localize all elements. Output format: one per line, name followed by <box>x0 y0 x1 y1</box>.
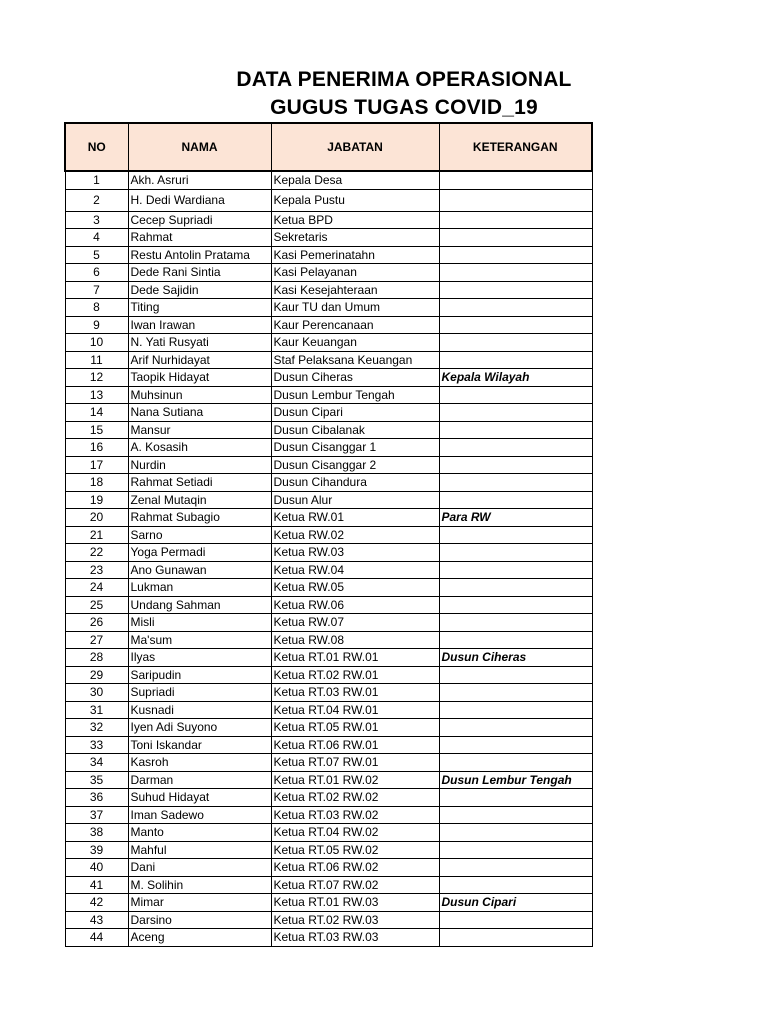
cell-jabatan: Staf Pelaksana Keuangan <box>271 351 439 369</box>
cell-no: 4 <box>65 229 128 247</box>
cell-no: 9 <box>65 316 128 334</box>
cell-nama: Undang Sahman <box>128 596 271 614</box>
cell-no: 40 <box>65 859 128 877</box>
cell-nama: Rahmat <box>128 229 271 247</box>
cell-no: 36 <box>65 789 128 807</box>
cell-nama: Nurdin <box>128 456 271 474</box>
cell-jabatan: Kaur TU dan Umum <box>271 299 439 317</box>
cell-keterangan <box>439 789 592 807</box>
header-keterangan: KETERANGAN <box>439 123 592 171</box>
cell-jabatan: Kasi Pemerinatahn <box>271 246 439 264</box>
cell-keterangan <box>439 876 592 894</box>
cell-nama: A. Kosasih <box>128 439 271 457</box>
cell-nama: Iwan Irawan <box>128 316 271 334</box>
cell-no: 41 <box>65 876 128 894</box>
cell-nama: Ilyas <box>128 649 271 667</box>
table-row <box>65 701 592 719</box>
cell-no: 42 <box>65 894 128 912</box>
cell-jabatan: Ketua RW.03 <box>271 544 439 562</box>
cell-jabatan: Ketua RW.04 <box>271 561 439 579</box>
cell-keterangan <box>439 386 592 404</box>
cell-keterangan <box>439 701 592 719</box>
cell-no: 44 <box>65 929 128 947</box>
cell-nama: Ma'sum <box>128 631 271 649</box>
cell-keterangan <box>439 526 592 544</box>
cell-keterangan <box>439 281 592 299</box>
recipient-table <box>64 122 593 947</box>
cell-no: 17 <box>65 456 128 474</box>
cell-keterangan <box>439 544 592 562</box>
table-row <box>65 859 592 877</box>
cell-no: 11 <box>65 351 128 369</box>
table-row <box>65 929 592 947</box>
cell-no: 29 <box>65 666 128 684</box>
cell-jabatan: Ketua RT.02 RW.01 <box>271 666 439 684</box>
cell-keterangan <box>439 806 592 824</box>
cell-no: 34 <box>65 754 128 772</box>
cell-keterangan <box>439 334 592 352</box>
cell-no: 20 <box>65 509 128 527</box>
cell-keterangan <box>439 421 592 439</box>
table-row <box>65 579 592 597</box>
cell-no: 3 <box>65 211 128 229</box>
cell-jabatan: Kepala Pustu <box>271 189 439 211</box>
cell-no: 18 <box>65 474 128 492</box>
cell-no: 28 <box>65 649 128 667</box>
table-row <box>65 439 592 457</box>
cell-no: 23 <box>65 561 128 579</box>
cell-no: 10 <box>65 334 128 352</box>
table-row <box>65 754 592 772</box>
cell-jabatan: Dusun Ciheras <box>271 369 439 387</box>
cell-nama: Mimar <box>128 894 271 912</box>
table-row <box>65 369 592 387</box>
cell-jabatan: Ketua RW.07 <box>271 614 439 632</box>
cell-nama: Dede Sajidin <box>128 281 271 299</box>
cell-jabatan: Ketua RT.04 RW.02 <box>271 824 439 842</box>
table-row <box>65 911 592 929</box>
table-row <box>65 491 592 509</box>
header-nama: NAMA <box>128 123 271 171</box>
cell-jabatan: Ketua RW.08 <box>271 631 439 649</box>
cell-keterangan <box>439 561 592 579</box>
cell-keterangan <box>439 596 592 614</box>
cell-nama: Mahful <box>128 841 271 859</box>
cell-no: 1 <box>65 171 128 189</box>
cell-nama: Arif Nurhidayat <box>128 351 271 369</box>
cell-jabatan: Ketua RT.06 RW.02 <box>271 859 439 877</box>
table-row <box>65 771 592 789</box>
table-row <box>65 631 592 649</box>
cell-nama: Mansur <box>128 421 271 439</box>
cell-nama: M. Solihin <box>128 876 271 894</box>
cell-jabatan: Ketua RT.07 RW.01 <box>271 754 439 772</box>
cell-keterangan <box>439 246 592 264</box>
cell-jabatan: Ketua RT.04 RW.01 <box>271 701 439 719</box>
cell-no: 37 <box>65 806 128 824</box>
cell-jabatan: Ketua RT.01 RW.01 <box>271 649 439 667</box>
cell-jabatan: Ketua RT.02 RW.03 <box>271 911 439 929</box>
cell-jabatan: Kasi Pelayanan <box>271 264 439 282</box>
cell-no: 25 <box>65 596 128 614</box>
cell-jabatan: Ketua RT.03 RW.02 <box>271 806 439 824</box>
cell-jabatan: Kaur Perencanaan <box>271 316 439 334</box>
cell-nama: Restu Antolin Pratama <box>128 246 271 264</box>
cell-jabatan: Kasi Kesejahteraan <box>271 281 439 299</box>
cell-keterangan <box>439 631 592 649</box>
table-row <box>65 281 592 299</box>
cell-nama: Taopik Hidayat <box>128 369 271 387</box>
cell-jabatan: Kaur Keuangan <box>271 334 439 352</box>
table-row <box>65 421 592 439</box>
cell-keterangan <box>439 229 592 247</box>
table-row <box>65 299 592 317</box>
cell-keterangan: Para RW <box>439 509 592 527</box>
cell-no: 12 <box>65 369 128 387</box>
table-row <box>65 666 592 684</box>
cell-keterangan <box>439 579 592 597</box>
table-row <box>65 719 592 737</box>
cell-no: 7 <box>65 281 128 299</box>
table-row <box>65 351 592 369</box>
table-row <box>65 171 592 189</box>
cell-nama: Suhud Hidayat <box>128 789 271 807</box>
cell-no: 13 <box>65 386 128 404</box>
cell-nama: H. Dedi Wardiana <box>128 189 271 211</box>
cell-keterangan <box>439 754 592 772</box>
cell-jabatan: Kepala Desa <box>271 171 439 189</box>
cell-nama: Akh. Asruri <box>128 171 271 189</box>
cell-no: 16 <box>65 439 128 457</box>
cell-keterangan <box>439 189 592 211</box>
cell-jabatan: Dusun Cibalanak <box>271 421 439 439</box>
header-jabatan: JABATAN <box>271 123 439 171</box>
cell-nama: Ano Gunawan <box>128 561 271 579</box>
table-row <box>65 544 592 562</box>
cell-keterangan <box>439 316 592 334</box>
cell-keterangan: Dusun Ciheras <box>439 649 592 667</box>
cell-keterangan <box>439 491 592 509</box>
cell-nama: Manto <box>128 824 271 842</box>
table-row <box>65 474 592 492</box>
cell-nama: Supriadi <box>128 684 271 702</box>
cell-no: 19 <box>65 491 128 509</box>
table-row <box>65 736 592 754</box>
cell-no: 24 <box>65 579 128 597</box>
table-row <box>65 894 592 912</box>
cell-keterangan <box>439 684 592 702</box>
table-row <box>65 316 592 334</box>
table-row <box>65 824 592 842</box>
cell-nama: Sarno <box>128 526 271 544</box>
cell-no: 2 <box>65 189 128 211</box>
table-row <box>65 526 592 544</box>
cell-jabatan: Dusun Cisanggar 2 <box>271 456 439 474</box>
cell-keterangan <box>439 719 592 737</box>
table-row <box>65 876 592 894</box>
cell-jabatan: Ketua RW.02 <box>271 526 439 544</box>
cell-no: 27 <box>65 631 128 649</box>
table-row <box>65 456 592 474</box>
table-row <box>65 334 592 352</box>
cell-nama: Dede Rani Sintia <box>128 264 271 282</box>
table-row <box>65 649 592 667</box>
cell-jabatan: Sekretaris <box>271 229 439 247</box>
cell-keterangan <box>439 736 592 754</box>
cell-no: 6 <box>65 264 128 282</box>
cell-nama: Zenal Mutaqin <box>128 491 271 509</box>
table-row <box>65 189 592 211</box>
cell-jabatan: Ketua RT.02 RW.02 <box>271 789 439 807</box>
cell-jabatan: Ketua RT.03 RW.01 <box>271 684 439 702</box>
table-row <box>65 509 592 527</box>
cell-jabatan: Ketua RT.05 RW.02 <box>271 841 439 859</box>
cell-jabatan: Ketua RT.01 RW.02 <box>271 771 439 789</box>
table-row <box>65 404 592 422</box>
cell-jabatan: Dusun Cisanggar 1 <box>271 439 439 457</box>
cell-no: 5 <box>65 246 128 264</box>
cell-keterangan <box>439 456 592 474</box>
cell-keterangan <box>439 666 592 684</box>
table-row <box>65 386 592 404</box>
cell-no: 22 <box>65 544 128 562</box>
cell-jabatan: Dusun Cipari <box>271 404 439 422</box>
cell-no: 38 <box>65 824 128 842</box>
cell-keterangan <box>439 211 592 229</box>
cell-keterangan <box>439 171 592 189</box>
cell-keterangan <box>439 859 592 877</box>
cell-no: 14 <box>65 404 128 422</box>
cell-nama: Rahmat Setiadi <box>128 474 271 492</box>
cell-nama: Cecep Supriadi <box>128 211 271 229</box>
cell-jabatan: Ketua RT.01 RW.03 <box>271 894 439 912</box>
header-no: NO <box>65 123 128 171</box>
cell-no: 35 <box>65 771 128 789</box>
table-row <box>65 246 592 264</box>
cell-nama: Darman <box>128 771 271 789</box>
cell-no: 32 <box>65 719 128 737</box>
cell-nama: Iyen Adi Suyono <box>128 719 271 737</box>
cell-jabatan: Dusun Cihandura <box>271 474 439 492</box>
cell-nama: Nana Sutiana <box>128 404 271 422</box>
cell-nama: Kusnadi <box>128 701 271 719</box>
table-row <box>65 229 592 247</box>
cell-nama: Yoga Permadi <box>128 544 271 562</box>
cell-keterangan <box>439 299 592 317</box>
cell-jabatan: Ketua RW.01 <box>271 509 439 527</box>
table-body <box>65 171 592 946</box>
cell-nama: Toni Iskandar <box>128 736 271 754</box>
table-row <box>65 684 592 702</box>
cell-jabatan: Ketua RT.06 RW.01 <box>271 736 439 754</box>
cell-keterangan <box>439 614 592 632</box>
table-row <box>65 841 592 859</box>
document-title-line-1: DATA PENERIMA OPERASIONAL <box>236 68 572 91</box>
cell-no: 33 <box>65 736 128 754</box>
cell-keterangan <box>439 439 592 457</box>
cell-keterangan: Dusun Cipari <box>439 894 592 912</box>
cell-no: 15 <box>65 421 128 439</box>
cell-nama: Misli <box>128 614 271 632</box>
cell-keterangan <box>439 264 592 282</box>
cell-keterangan <box>439 841 592 859</box>
document-title-line-2: GUGUS TUGAS COVID_19 <box>270 96 538 119</box>
cell-jabatan: Ketua RW.06 <box>271 596 439 614</box>
cell-jabatan: Ketua RT.03 RW.03 <box>271 929 439 947</box>
table-row <box>65 789 592 807</box>
table-row <box>65 561 592 579</box>
cell-keterangan: Dusun Lembur Tengah <box>439 771 592 789</box>
cell-nama: Darsino <box>128 911 271 929</box>
cell-nama: N. Yati Rusyati <box>128 334 271 352</box>
cell-keterangan <box>439 911 592 929</box>
cell-jabatan: Ketua BPD <box>271 211 439 229</box>
cell-keterangan <box>439 824 592 842</box>
table-row <box>65 614 592 632</box>
cell-nama: Iman Sadewo <box>128 806 271 824</box>
cell-nama: Titing <box>128 299 271 317</box>
cell-keterangan: Kepala Wilayah <box>439 369 592 387</box>
cell-keterangan <box>439 474 592 492</box>
cell-nama: Kasroh <box>128 754 271 772</box>
cell-nama: Dani <box>128 859 271 877</box>
cell-keterangan <box>439 929 592 947</box>
cell-nama: Rahmat Subagio <box>128 509 271 527</box>
cell-no: 8 <box>65 299 128 317</box>
cell-keterangan <box>439 351 592 369</box>
table-header-row <box>65 123 592 171</box>
cell-no: 39 <box>65 841 128 859</box>
table-row <box>65 211 592 229</box>
cell-jabatan: Ketua RT.05 RW.01 <box>271 719 439 737</box>
cell-jabatan: Ketua RT.07 RW.02 <box>271 876 439 894</box>
cell-no: 26 <box>65 614 128 632</box>
cell-no: 21 <box>65 526 128 544</box>
cell-no: 31 <box>65 701 128 719</box>
cell-jabatan: Dusun Alur <box>271 491 439 509</box>
cell-nama: Lukman <box>128 579 271 597</box>
cell-jabatan: Dusun Lembur Tengah <box>271 386 439 404</box>
cell-keterangan <box>439 404 592 422</box>
cell-no: 30 <box>65 684 128 702</box>
cell-nama: Saripudin <box>128 666 271 684</box>
table-row <box>65 596 592 614</box>
table-row <box>65 806 592 824</box>
cell-no: 43 <box>65 911 128 929</box>
table-row <box>65 264 592 282</box>
cell-jabatan: Ketua RW.05 <box>271 579 439 597</box>
cell-nama: Aceng <box>128 929 271 947</box>
cell-nama: Muhsinun <box>128 386 271 404</box>
